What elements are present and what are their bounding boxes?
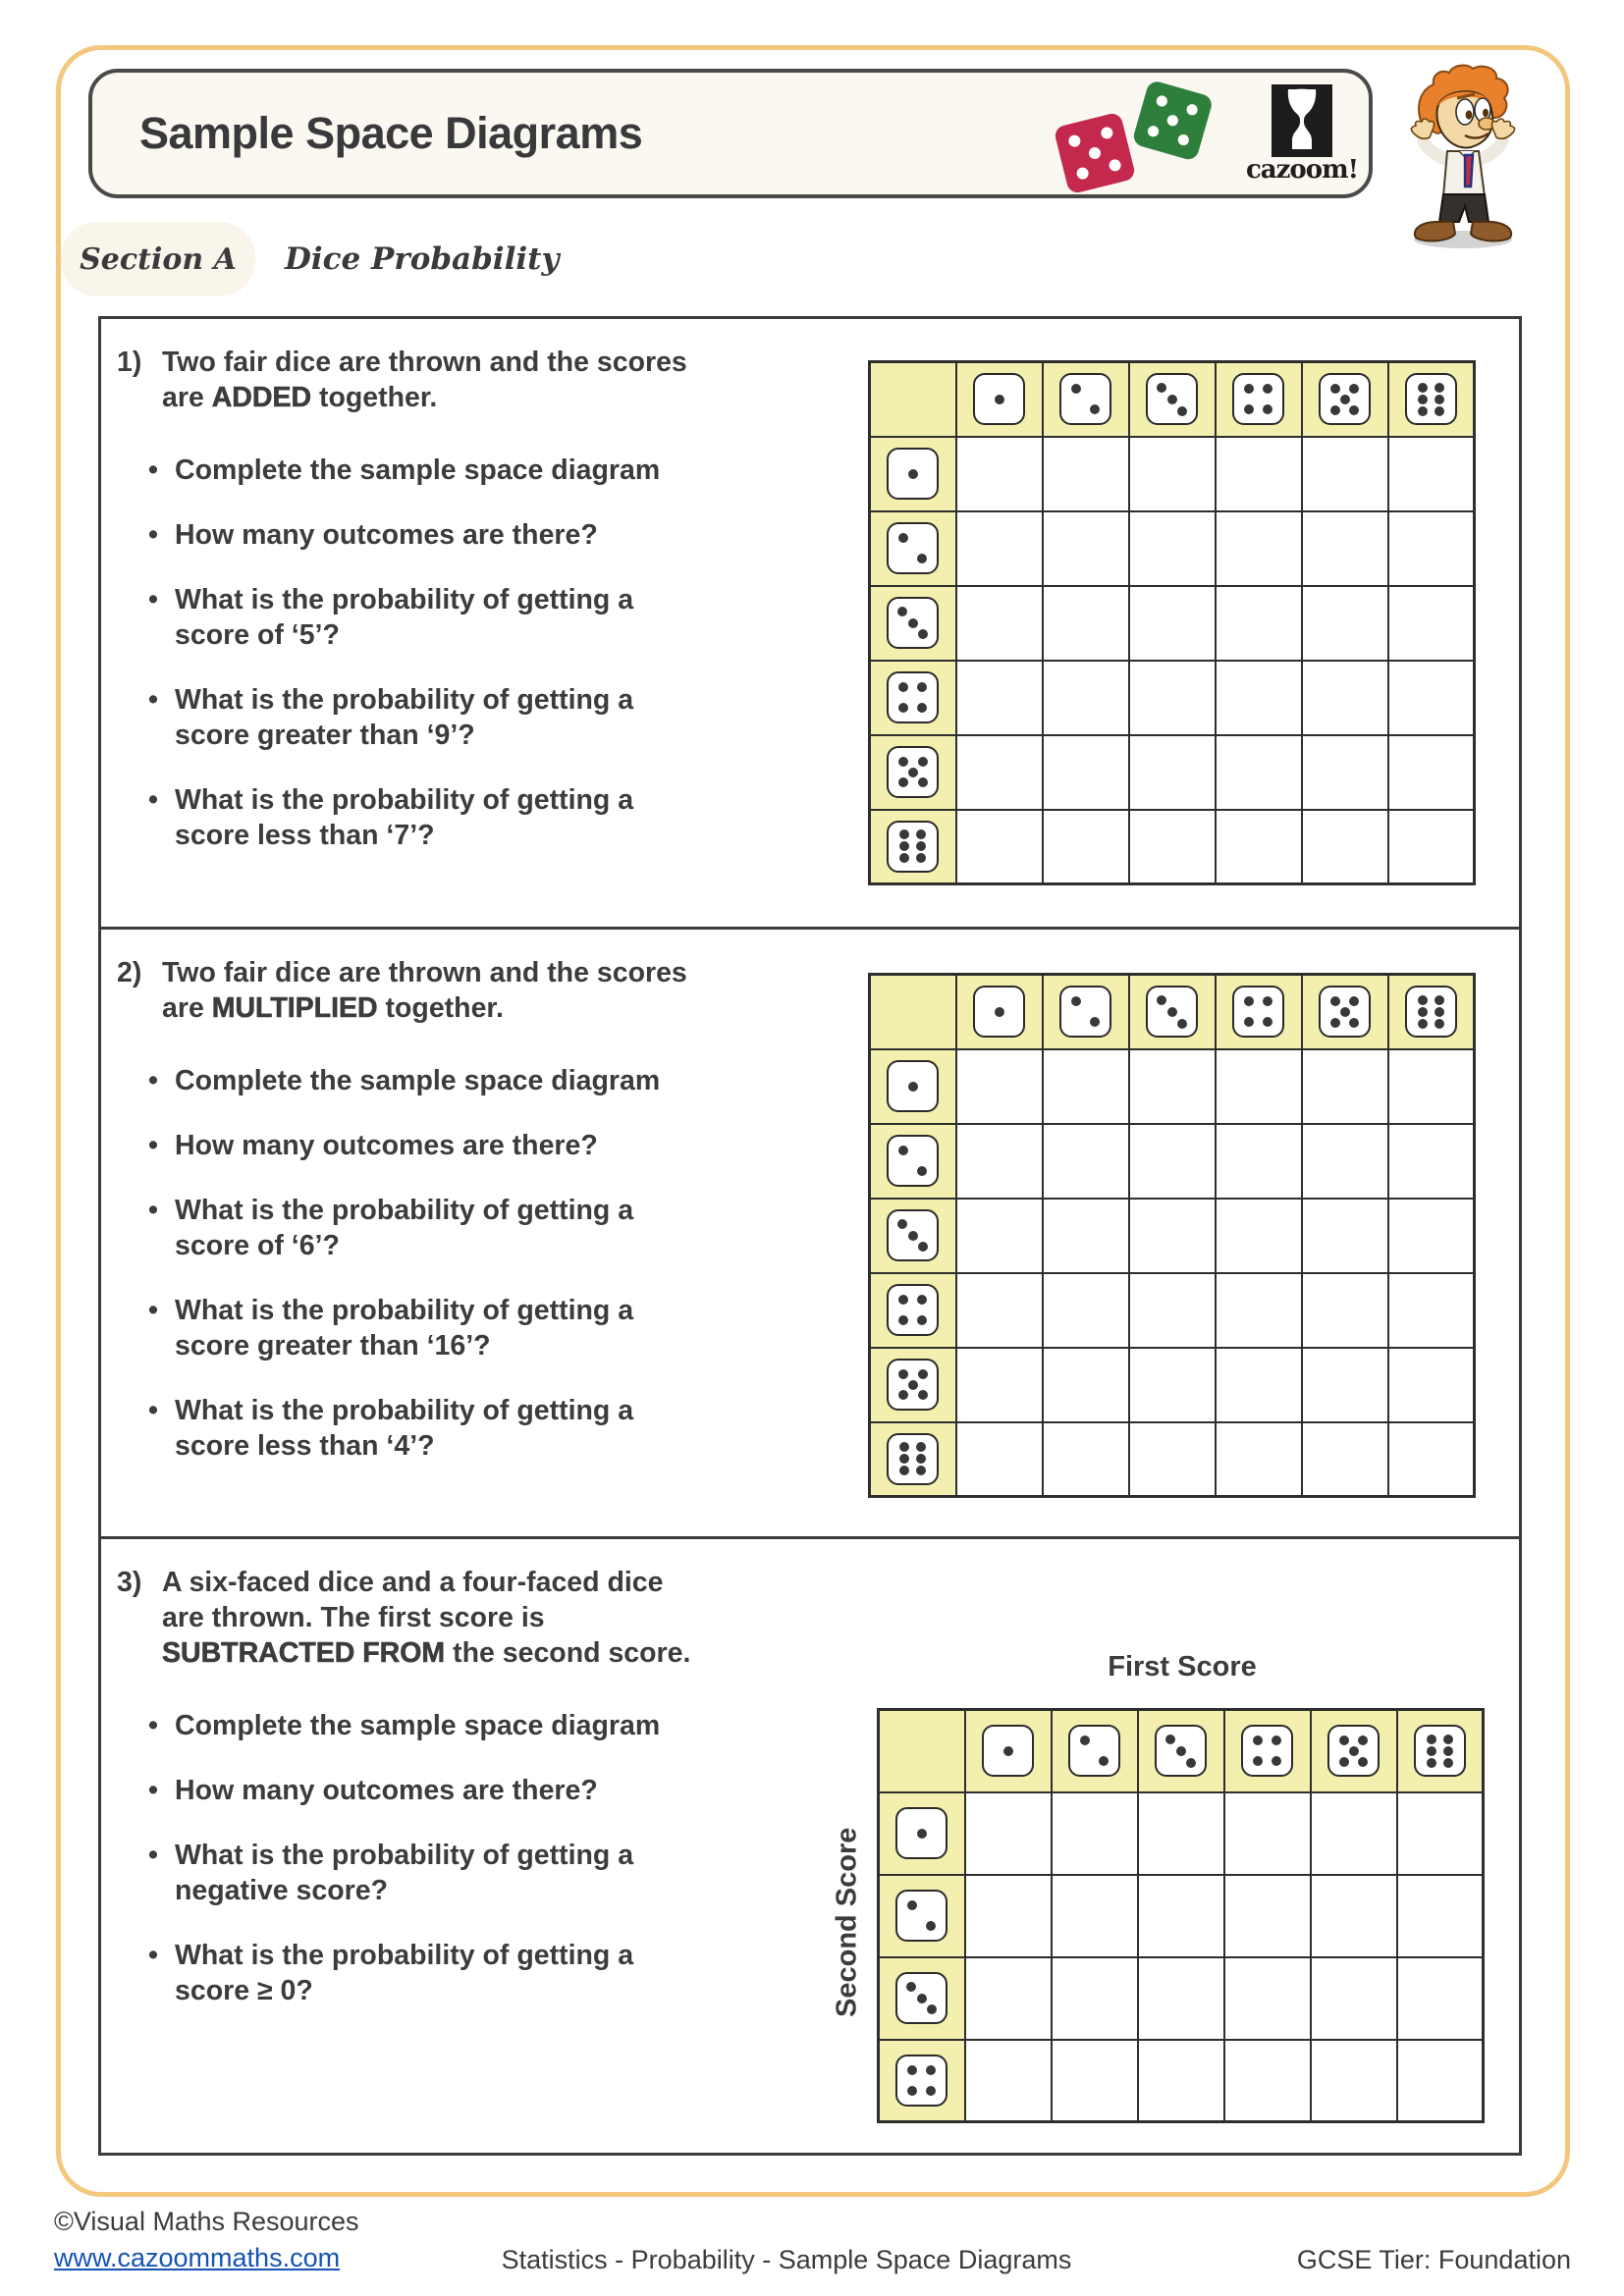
row-header-die-4 xyxy=(870,1273,956,1348)
sample-space-cell-r4c2[interactable] xyxy=(1052,2040,1138,2122)
sample-space-cell-r6c2[interactable] xyxy=(1043,1422,1129,1497)
die-face-2-icon xyxy=(1059,986,1111,1038)
sample-space-cell-r1c3[interactable] xyxy=(1129,1049,1216,1124)
die-face-1-icon xyxy=(973,986,1025,1038)
sample-space-cell-r3c6[interactable] xyxy=(1388,1199,1475,1273)
sample-space-cell-r3c6[interactable] xyxy=(1388,586,1475,661)
cazoommaths-link[interactable]: www.cazoommaths.com xyxy=(54,2243,341,2272)
second-score-axis-label: Second Score xyxy=(831,1827,863,2017)
sample-space-cell-r5c6[interactable] xyxy=(1388,735,1475,810)
sample-space-cell-r4c3[interactable] xyxy=(1138,2040,1224,2122)
sample-space-cell-r4c5[interactable] xyxy=(1302,661,1388,735)
sample-space-cell-r1c5[interactable] xyxy=(1302,437,1388,511)
sample-space-cell-r5c2[interactable] xyxy=(1043,1348,1129,1422)
sample-space-grid-q1 xyxy=(868,360,1476,885)
sample-space-cell-r4c4[interactable] xyxy=(1224,2040,1311,2122)
row-header-die-4 xyxy=(870,661,956,735)
corner-cell xyxy=(870,362,956,437)
sample-space-cell-r1c5[interactable] xyxy=(1302,1049,1388,1124)
sample-space-cell-r3c1[interactable] xyxy=(956,586,1043,661)
die-face-2-icon xyxy=(887,522,939,574)
question-intro: A six-faced dice and a four-faced dice are thrown. The first score is SUBTRACTED FROM the second score. xyxy=(162,1567,691,1669)
sample-space-cell-r6c3[interactable] xyxy=(1129,1422,1216,1497)
row-header-die-2 xyxy=(879,1875,965,1957)
sample-space-cell-r2c3[interactable] xyxy=(1138,1875,1224,1957)
question-bullet: • Complete the sample space diagram xyxy=(148,453,671,488)
sample-space-cell-r2c1[interactable] xyxy=(956,1124,1043,1199)
sample-space-cell-r6c6[interactable] xyxy=(1388,810,1475,884)
col-header-die-3 xyxy=(1129,975,1216,1049)
question-2-text xyxy=(117,955,745,1464)
sample-space-cell-r3c2[interactable] xyxy=(1043,1199,1129,1273)
green-die-icon xyxy=(1123,73,1223,176)
row-header-die-4 xyxy=(879,2040,965,2122)
die-face-4-icon xyxy=(895,2055,947,2107)
die-face-4-icon xyxy=(1241,1725,1293,1777)
sample-space-cell-r4c4[interactable] xyxy=(1216,1273,1302,1348)
sample-space-cell-r1c4[interactable] xyxy=(1224,1792,1311,1875)
row-header-die-6 xyxy=(870,810,956,884)
sample-space-cell-r3c2[interactable] xyxy=(1052,1957,1138,2040)
sample-space-cell-r5c5[interactable] xyxy=(1302,1348,1388,1422)
question-bullet: • Complete the sample space diagram xyxy=(148,1708,671,1743)
die-face-4-icon xyxy=(1232,986,1284,1038)
sample-space-cell-r3c5[interactable] xyxy=(1302,586,1388,661)
sample-space-cell-r2c5[interactable] xyxy=(1302,511,1388,586)
col-header-die-5 xyxy=(1311,1710,1397,1792)
col-header-die-6 xyxy=(1397,1710,1484,1792)
row-header-die-2 xyxy=(870,511,956,586)
die-face-6-icon xyxy=(887,821,939,873)
sample-space-cell-r3c3[interactable] xyxy=(1129,1199,1216,1273)
die-face-4-icon xyxy=(1232,373,1284,425)
section-label: Section A xyxy=(80,241,237,277)
sample-space-cell-r1c2[interactable] xyxy=(1043,1049,1129,1124)
die-face-1-icon xyxy=(887,448,939,500)
sample-space-cell-r5c2[interactable] xyxy=(1043,735,1129,810)
die-face-1-icon xyxy=(887,1060,939,1112)
cazoom-logo xyxy=(1243,84,1361,185)
sample-space-cell-r3c5[interactable] xyxy=(1302,1199,1388,1273)
col-header-die-4 xyxy=(1224,1710,1311,1792)
col-header-die-3 xyxy=(1129,362,1216,437)
sample-space-cell-r1c6[interactable] xyxy=(1388,1049,1475,1124)
question-number: 3) xyxy=(117,1567,142,1598)
sample-space-cell-r3c2[interactable] xyxy=(1043,586,1129,661)
sample-space-cell-r1c4[interactable] xyxy=(1216,437,1302,511)
question-bullet: • How many outcomes are there? xyxy=(148,517,671,553)
corner-cell xyxy=(879,1710,965,1792)
page-title: Sample Space Diagrams xyxy=(139,108,643,158)
question-intro: Two fair dice are thrown and the scores are MULTIPLIED together. xyxy=(162,957,687,1024)
row-header-die-1 xyxy=(870,437,956,511)
die-face-3-icon xyxy=(1155,1725,1207,1777)
sample-space-cell-r1c4[interactable] xyxy=(1216,1049,1302,1124)
question-bullet: • What is the probability of getting a negative score? xyxy=(148,1838,671,1908)
col-header-die-4 xyxy=(1216,975,1302,1049)
sample-space-cell-r2c5[interactable] xyxy=(1311,1875,1397,1957)
row-header-die-1 xyxy=(879,1792,965,1875)
die-face-5-icon xyxy=(1319,373,1371,425)
sample-space-cell-r2c6[interactable] xyxy=(1388,511,1475,586)
die-face-1-icon xyxy=(895,1807,947,1859)
die-face-1-icon xyxy=(982,1725,1034,1777)
die-face-4-icon xyxy=(887,671,939,723)
sample-space-cell-r3c3[interactable] xyxy=(1138,1957,1224,2040)
sample-space-cell-r4c6[interactable] xyxy=(1397,2040,1484,2122)
sample-space-cell-r1c2[interactable] xyxy=(1052,1792,1138,1875)
question-bullet: • What is the probability of getting a score ≥ 0? xyxy=(148,1938,671,2008)
col-header-die-5 xyxy=(1302,362,1388,437)
worksheet-header xyxy=(88,69,1373,198)
sample-space-cell-r1c1[interactable] xyxy=(965,1792,1052,1875)
die-face-3-icon xyxy=(887,1209,939,1261)
corner-cell xyxy=(870,975,956,1049)
sample-space-cell-r5c5[interactable] xyxy=(1302,735,1388,810)
die-face-2-icon xyxy=(1059,373,1111,425)
sample-space-cell-r4c2[interactable] xyxy=(1043,661,1129,735)
sample-space-cell-r5c4[interactable] xyxy=(1216,735,1302,810)
sample-space-cell-r4c5[interactable] xyxy=(1302,1273,1388,1348)
die-face-5-icon xyxy=(887,1359,939,1411)
sample-space-cell-r6c2[interactable] xyxy=(1043,810,1129,884)
sample-space-cell-r4c1[interactable] xyxy=(965,2040,1052,2122)
die-face-6-icon xyxy=(887,1433,939,1485)
sample-space-cell-r1c6[interactable] xyxy=(1388,437,1475,511)
col-header-die-3 xyxy=(1138,1710,1224,1792)
question-box-1 xyxy=(98,316,1522,930)
question-bullet: • What is the probability of getting a score of ‘6’? xyxy=(148,1193,671,1263)
col-header-die-5 xyxy=(1302,975,1388,1049)
row-header-die-5 xyxy=(870,1348,956,1422)
sample-space-cell-r4c5[interactable] xyxy=(1311,2040,1397,2122)
die-face-1-icon xyxy=(973,373,1025,425)
sample-space-cell-r4c6[interactable] xyxy=(1388,1273,1475,1348)
emphasized-word: ADDED xyxy=(211,382,312,413)
die-face-6-icon xyxy=(1405,986,1457,1038)
sample-space-cell-r6c5[interactable] xyxy=(1302,1422,1388,1497)
sample-space-cell-r5c1[interactable] xyxy=(956,1348,1043,1422)
sample-space-cell-r3c4[interactable] xyxy=(1216,586,1302,661)
row-header-die-3 xyxy=(879,1957,965,2040)
footer-tier-text: GCSE Tier: Foundation xyxy=(1296,2245,1571,2274)
question-bullet: • What is the probability of getting a score of ‘5’? xyxy=(148,582,671,653)
question-number: 2) xyxy=(117,957,142,988)
question-3-bullets xyxy=(148,1708,671,2008)
sample-space-cell-r4c1[interactable] xyxy=(956,1273,1043,1348)
col-header-die-2 xyxy=(1052,1710,1138,1792)
sample-space-cell-r3c4[interactable] xyxy=(1224,1957,1311,2040)
col-header-die-1 xyxy=(956,362,1043,437)
question-bullet: • What is the probability of getting a score greater than ‘16’? xyxy=(148,1293,671,1363)
sample-space-cell-r2c1[interactable] xyxy=(965,1875,1052,1957)
sample-space-cell-r2c1[interactable] xyxy=(956,511,1043,586)
row-header-die-5 xyxy=(870,735,956,810)
question-3-text xyxy=(117,1565,745,2008)
sample-space-cell-r2c5[interactable] xyxy=(1302,1124,1388,1199)
sample-space-table-q3 xyxy=(877,1708,1485,2123)
question-bullet: • How many outcomes are there? xyxy=(148,1773,671,1808)
sample-space-cell-r2c2[interactable] xyxy=(1043,1124,1129,1199)
sample-space-cell-r3c4[interactable] xyxy=(1216,1199,1302,1273)
sample-space-grid-q3 xyxy=(877,1708,1485,2123)
sample-space-cell-r4c2[interactable] xyxy=(1043,1273,1129,1348)
sample-space-cell-r1c3[interactable] xyxy=(1129,437,1216,511)
sample-space-cell-r2c2[interactable] xyxy=(1043,511,1129,586)
sample-space-cell-r2c4[interactable] xyxy=(1224,1875,1311,1957)
sample-space-cell-r4c1[interactable] xyxy=(956,661,1043,735)
question-1-bullets xyxy=(148,453,671,853)
col-header-die-6 xyxy=(1388,362,1475,437)
sample-space-cell-r4c4[interactable] xyxy=(1216,661,1302,735)
sample-space-cell-r1c6[interactable] xyxy=(1397,1792,1484,1875)
sample-space-cell-r4c6[interactable] xyxy=(1388,661,1475,735)
die-face-3-icon xyxy=(1146,373,1198,425)
question-bullet: • What is the probability of getting a score less than ‘4’? xyxy=(148,1393,671,1464)
question-1-text xyxy=(117,345,745,853)
col-header-die-2 xyxy=(1043,362,1129,437)
question-2-bullets xyxy=(148,1063,671,1464)
sample-space-cell-r1c1[interactable] xyxy=(956,1049,1043,1124)
row-header-die-1 xyxy=(870,1049,956,1124)
die-face-6-icon xyxy=(1414,1725,1466,1777)
sample-space-cell-r6c4[interactable] xyxy=(1216,1422,1302,1497)
question-bullet: • Complete the sample space diagram xyxy=(148,1063,671,1098)
sample-space-cell-r4c3[interactable] xyxy=(1129,1273,1216,1348)
emphasized-word: SUBTRACTED FROM xyxy=(162,1637,446,1669)
sample-space-cell-r3c5[interactable] xyxy=(1311,1957,1397,2040)
sample-space-cell-r3c3[interactable] xyxy=(1129,586,1216,661)
die-face-4-icon xyxy=(887,1284,939,1336)
sample-space-table-q2 xyxy=(868,973,1476,1498)
die-face-3-icon xyxy=(1146,986,1198,1038)
sample-space-grid-q2 xyxy=(868,973,1476,1498)
footer-topic-text: Statistics - Probability - Sample Space Diagrams xyxy=(501,2245,1072,2274)
emphasized-word: MULTIPLIED xyxy=(211,992,378,1024)
question-bullet: • How many outcomes are there? xyxy=(148,1128,671,1163)
copyright-text: ©Visual Maths Resources xyxy=(54,2207,359,2236)
question-intro: Two fair dice are thrown and the scores are ADDED together. xyxy=(162,347,687,413)
die-face-3-icon xyxy=(895,1972,947,2024)
sample-space-cell-r6c3[interactable] xyxy=(1129,810,1216,884)
die-face-5-icon xyxy=(1319,986,1371,1038)
sample-space-cell-r5c4[interactable] xyxy=(1216,1348,1302,1422)
cazoom-logo-text: cazoom! xyxy=(1245,155,1359,185)
mascot-character xyxy=(1406,63,1520,258)
sample-space-cell-r3c6[interactable] xyxy=(1397,1957,1484,2040)
sample-space-cell-r6c5[interactable] xyxy=(1302,810,1388,884)
sample-space-cell-r2c3[interactable] xyxy=(1129,1124,1216,1199)
sample-space-cell-r2c6[interactable] xyxy=(1388,1124,1475,1199)
sample-space-cell-r5c6[interactable] xyxy=(1388,1348,1475,1422)
sample-space-cell-r1c5[interactable] xyxy=(1311,1792,1397,1875)
question-number: 1) xyxy=(117,347,142,378)
die-face-2-icon xyxy=(887,1135,939,1187)
sample-space-table-q1 xyxy=(868,360,1476,885)
sample-space-cell-r2c6[interactable] xyxy=(1397,1875,1484,1957)
sample-space-cell-r1c3[interactable] xyxy=(1138,1792,1224,1875)
sample-space-cell-r6c4[interactable] xyxy=(1216,810,1302,884)
section-label-pill xyxy=(61,222,255,296)
sample-space-cell-r6c6[interactable] xyxy=(1388,1422,1475,1497)
question-bullet: • What is the probability of getting a score greater than ‘9’? xyxy=(148,682,671,753)
sample-space-cell-r1c1[interactable] xyxy=(956,437,1043,511)
col-header-die-6 xyxy=(1388,975,1475,1049)
die-face-2-icon xyxy=(895,1890,947,1942)
sample-space-cell-r2c4[interactable] xyxy=(1216,511,1302,586)
question-box-3 xyxy=(98,1536,1522,2156)
sample-space-cell-r1c2[interactable] xyxy=(1043,437,1129,511)
sample-space-cell-r6c1[interactable] xyxy=(956,810,1043,884)
col-header-die-1 xyxy=(956,975,1043,1049)
die-face-5-icon xyxy=(1327,1725,1380,1777)
sample-space-cell-r2c2[interactable] xyxy=(1052,1875,1138,1957)
sample-space-cell-r6c1[interactable] xyxy=(956,1422,1043,1497)
cazoom-logo-icon xyxy=(1272,84,1332,157)
row-header-die-3 xyxy=(870,1199,956,1273)
die-face-6-icon xyxy=(1405,373,1457,425)
die-face-3-icon xyxy=(887,597,939,649)
sample-space-cell-r3c1[interactable] xyxy=(956,1199,1043,1273)
row-header-die-2 xyxy=(870,1124,956,1199)
sample-space-cell-r5c3[interactable] xyxy=(1129,1348,1216,1422)
row-header-die-3 xyxy=(870,586,956,661)
die-face-2-icon xyxy=(1068,1725,1120,1777)
sample-space-cell-r4c3[interactable] xyxy=(1129,661,1216,735)
col-header-die-2 xyxy=(1043,975,1129,1049)
row-header-die-6 xyxy=(870,1422,956,1497)
col-header-die-1 xyxy=(965,1710,1052,1792)
sample-space-cell-r2c4[interactable] xyxy=(1216,1124,1302,1199)
sample-space-cell-r2c3[interactable] xyxy=(1129,511,1216,586)
sample-space-cell-r3c1[interactable] xyxy=(965,1957,1052,2040)
sample-space-cell-r5c3[interactable] xyxy=(1129,735,1216,810)
die-face-5-icon xyxy=(887,746,939,798)
first-score-axis-label: First Score xyxy=(1108,1651,1257,1682)
sample-space-cell-r5c1[interactable] xyxy=(956,735,1043,810)
col-header-die-4 xyxy=(1216,362,1302,437)
section-title: Dice Probability xyxy=(285,241,560,277)
question-bullet: • What is the probability of getting a score less than ‘7’? xyxy=(148,782,671,853)
question-box-2 xyxy=(98,927,1522,1539)
